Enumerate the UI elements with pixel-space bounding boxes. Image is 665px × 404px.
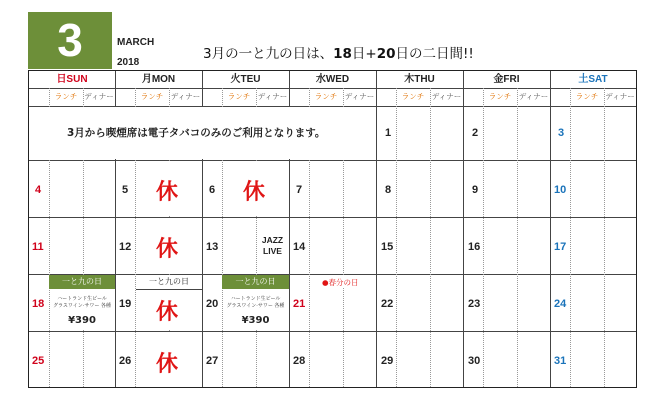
slot-separator bbox=[396, 88, 397, 387]
date-14: 14 bbox=[293, 241, 306, 253]
date-18: 18 bbox=[32, 298, 45, 310]
slot-separator bbox=[517, 88, 518, 387]
headline-date-20: 20 bbox=[376, 46, 396, 62]
col-divider bbox=[376, 71, 377, 387]
date-5: 5 bbox=[122, 184, 129, 196]
dinner-label: ディナー bbox=[518, 92, 549, 101]
jazz-line-1: JAZZ bbox=[261, 235, 284, 245]
date-25: 25 bbox=[32, 355, 45, 367]
row-divider bbox=[29, 331, 636, 332]
promo-text-20 bbox=[222, 296, 289, 310]
headline-part-e: 日の二日間!! bbox=[395, 46, 474, 62]
lunch-label: ランチ bbox=[227, 92, 251, 101]
date-27: 27 bbox=[206, 355, 219, 367]
calendar-grid bbox=[28, 70, 637, 388]
lunch-label: ランチ bbox=[575, 92, 599, 101]
event-ichikyu-19: 一と九の日 bbox=[136, 275, 202, 290]
date-31: 31 bbox=[554, 355, 567, 367]
dinner-label: ディナー bbox=[431, 92, 462, 101]
event-ichikyu-20: 一と九の日 bbox=[222, 275, 289, 289]
headline-part-a: 3月の一と九の日は、 bbox=[203, 46, 334, 62]
col-divider bbox=[463, 71, 464, 387]
jazz-live-label bbox=[257, 235, 288, 257]
date-6: 6 bbox=[209, 184, 216, 196]
date-21: 21 bbox=[293, 298, 306, 310]
row-divider bbox=[29, 160, 636, 161]
headline-part-c: 日+ bbox=[351, 46, 377, 62]
date-11: 11 bbox=[32, 241, 44, 253]
year: 2018 bbox=[117, 57, 140, 68]
event-shunbun: ●春分の日 bbox=[322, 278, 359, 287]
slot-separator bbox=[430, 88, 431, 387]
lunch-label: ランチ bbox=[54, 92, 78, 101]
lunch-label: ランチ bbox=[488, 92, 512, 101]
date-1: 1 bbox=[385, 127, 392, 139]
lunch-label: ランチ bbox=[140, 92, 164, 101]
date-8: 8 bbox=[385, 184, 392, 196]
date-12: 12 bbox=[119, 241, 132, 253]
promo-line-2: グラスワイン·サワー 各種 bbox=[53, 303, 111, 309]
event-ichikyu-18: 一と九の日 bbox=[49, 275, 115, 289]
lunch-label: ランチ bbox=[314, 92, 338, 101]
promo-price-18: ¥390 bbox=[68, 315, 96, 326]
day-header-wed: 水WED bbox=[315, 74, 350, 85]
slot-separator bbox=[570, 88, 571, 387]
dinner-label: ディナー bbox=[257, 92, 288, 101]
closed-mark: 休 bbox=[243, 180, 266, 205]
jazz-line-2: LIVE bbox=[263, 246, 282, 256]
dinner-label: ディナー bbox=[605, 92, 635, 101]
date-28: 28 bbox=[293, 355, 306, 367]
lunch-label: ランチ bbox=[401, 92, 425, 101]
date-17: 17 bbox=[554, 241, 567, 253]
day-header-tue: 火TEU bbox=[230, 74, 261, 85]
notice-text: 3月から喫煙席は電子タバコのみのご利用となります。 bbox=[67, 127, 326, 139]
date-2: 2 bbox=[472, 127, 479, 139]
date-20: 20 bbox=[206, 298, 219, 310]
headline-date-18: 18 bbox=[333, 46, 352, 62]
dinner-label: ディナー bbox=[84, 92, 114, 101]
date-29: 29 bbox=[381, 355, 394, 367]
day-header-thu: 木THU bbox=[404, 74, 435, 85]
month-name: MARCH bbox=[117, 37, 155, 48]
promo-line-1: ハートランド生ビール bbox=[230, 296, 281, 302]
date-4: 4 bbox=[35, 184, 42, 196]
dinner-label: ディナー bbox=[344, 92, 375, 101]
date-26: 26 bbox=[119, 355, 132, 367]
slot-separator bbox=[483, 88, 484, 387]
date-3: 3 bbox=[558, 127, 565, 139]
day-header-sat: 土SAT bbox=[578, 74, 608, 85]
date-10: 10 bbox=[554, 184, 567, 196]
date-16: 16 bbox=[468, 241, 481, 253]
date-7: 7 bbox=[296, 184, 303, 196]
date-13: 13 bbox=[206, 241, 219, 253]
day-header-fri: 金FRI bbox=[493, 74, 520, 85]
date-9: 9 bbox=[472, 184, 479, 196]
closed-mark: 休 bbox=[156, 352, 179, 377]
col-divider bbox=[550, 71, 551, 387]
closed-mark: 休 bbox=[156, 237, 179, 262]
date-19: 19 bbox=[119, 298, 132, 310]
date-22: 22 bbox=[381, 298, 394, 310]
promo-price-20: ¥390 bbox=[241, 315, 270, 326]
closed-mark: 休 bbox=[156, 180, 179, 205]
day-header-sun: 日SUN bbox=[56, 74, 88, 85]
slot-separator bbox=[604, 88, 605, 387]
date-15: 15 bbox=[381, 241, 394, 253]
promo-line-2: グラスワイン·サワー 各種 bbox=[226, 303, 285, 309]
headline bbox=[203, 42, 474, 62]
promo-text-18 bbox=[49, 296, 115, 310]
date-24: 24 bbox=[554, 298, 567, 310]
dinner-label: ディナー bbox=[170, 92, 201, 101]
closed-mark: 休 bbox=[156, 300, 179, 325]
date-30: 30 bbox=[468, 355, 481, 367]
month-number-badge: 3 bbox=[28, 12, 112, 69]
promo-line-1: ハートランド生ビール bbox=[57, 296, 107, 302]
date-23: 23 bbox=[468, 298, 481, 310]
row-divider bbox=[29, 217, 636, 218]
day-header-mon: 月MON bbox=[141, 74, 176, 85]
